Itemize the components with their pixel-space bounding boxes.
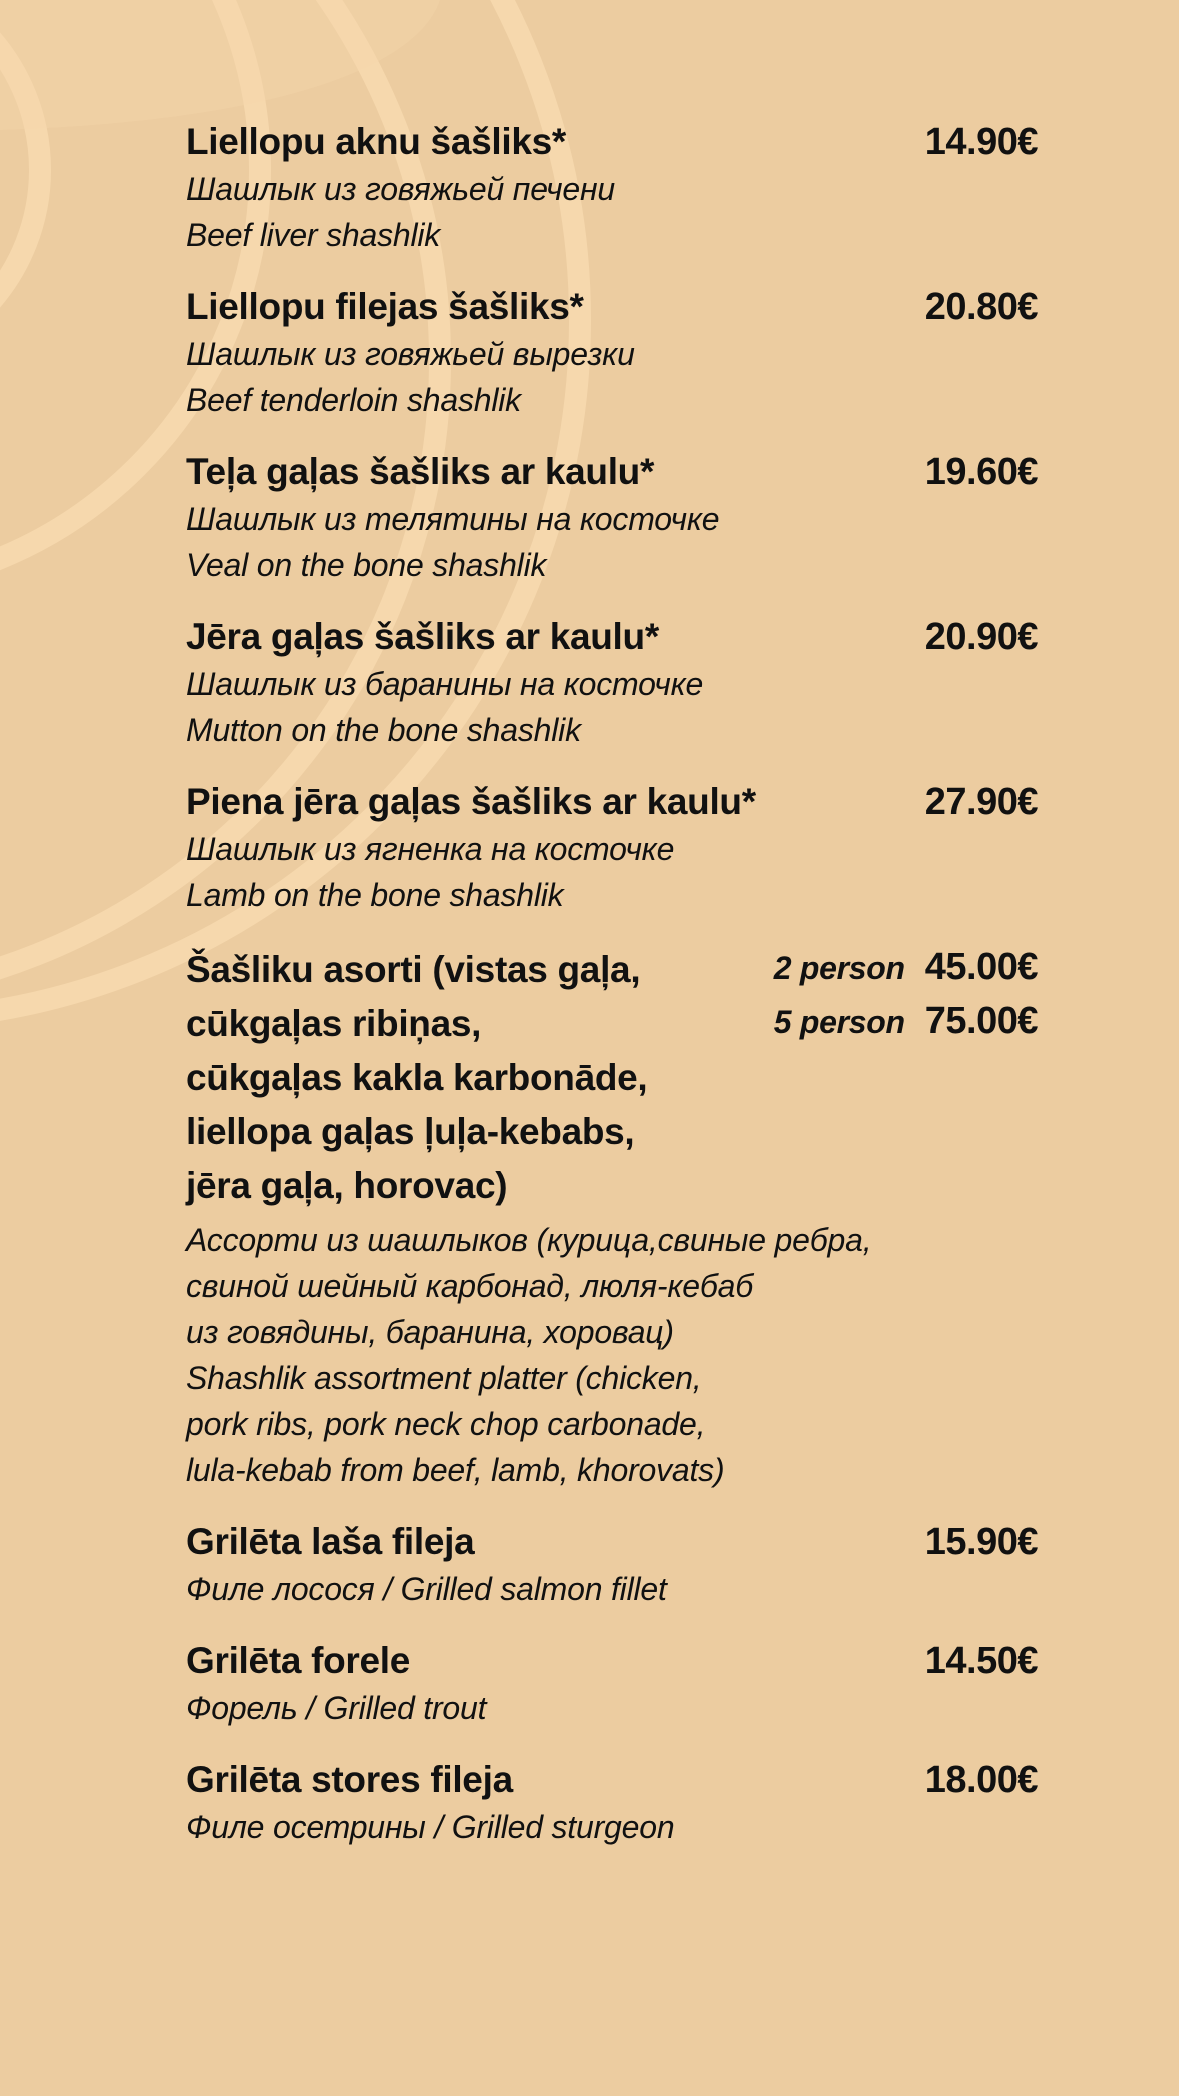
menu-list: [186, 118, 1038, 1875]
item-price: 75.00€: [924, 1000, 1038, 1042]
item-title: Liellopu filejas šašliks*: [186, 286, 584, 327]
assorti-desc-line: Ассорти из шашлыков (курица,свиные ребра,: [186, 1222, 872, 1258]
assorti-desc-line: из говядины, баранина, хоровац): [186, 1314, 674, 1350]
assorti-desc-line: pork ribs, pork neck chop carbonade,: [186, 1406, 706, 1442]
item-price: 27.90€: [924, 781, 1038, 823]
assorti-title-line: liellopa gaļas ļuļa-kebabs,: [186, 1111, 635, 1152]
assorti-title-line: Šašliku asorti (vistas gaļa,: [186, 949, 641, 990]
menu-item: [186, 283, 1038, 423]
assorti-title-line: cūkgaļas ribiņas,: [186, 1003, 482, 1044]
menu-item: [186, 778, 1038, 918]
assorti-price-row: [774, 943, 1038, 997]
menu-item: [186, 448, 1038, 588]
item-title: Liellopu aknu šašliks*: [186, 121, 566, 162]
item-desc-ru: Шашлык из баранины на косточке: [186, 666, 704, 702]
assorti-description: [186, 1217, 1038, 1493]
item-price: 45.00€: [924, 946, 1038, 988]
menu-item: [186, 1518, 1038, 1612]
item-title: Grilēta laša fileja: [186, 1521, 475, 1562]
portion-label: 2 person: [773, 950, 905, 986]
menu-item: [186, 118, 1038, 258]
item-desc-ru: Шашлык из ягненка на косточке: [186, 831, 675, 867]
item-desc-ru: Шашлык из говяжьей печени: [186, 171, 615, 207]
menu-item-assorti: [186, 943, 1038, 1493]
item-price: 14.90€: [924, 121, 1038, 163]
item-price: 15.90€: [924, 1521, 1038, 1563]
item-desc-ru: Шашлык из телятины на косточке: [186, 501, 720, 537]
assorti-title-line: cūkgaļas kakla karbonāde,: [186, 1057, 648, 1098]
item-desc: Филе осетрины / Grilled sturgeon: [186, 1809, 675, 1845]
item-desc: Форель / Grilled trout: [186, 1690, 487, 1726]
item-title: Grilēta stores fileja: [186, 1759, 513, 1800]
assorti-price-row: [774, 997, 1038, 1051]
assorti-prices: [774, 943, 1038, 1051]
item-desc-ru: Шашлык из говяжьей вырезки: [186, 336, 635, 372]
portion-label: 5 person: [773, 1004, 905, 1040]
menu-item: [186, 1637, 1038, 1731]
item-price: 18.00€: [924, 1759, 1038, 1801]
assorti-desc-line: lula-kebab from beef, lamb, khorovats): [186, 1452, 725, 1488]
item-desc-en: Beef liver shashlik: [186, 217, 441, 253]
item-title: Piena jēra gaļas šašliks ar kaulu*: [186, 781, 756, 822]
item-price: 19.60€: [924, 451, 1038, 493]
item-desc-en: Mutton on the bone shashlik: [186, 712, 581, 748]
item-title: Teļa gaļas šašliks ar kaulu*: [186, 451, 655, 492]
item-title: Grilēta forele: [186, 1640, 411, 1681]
assorti-desc-line: свиной шейный карбонад, люля-кебаб: [186, 1268, 754, 1304]
item-desc-en: Lamb on the bone shashlik: [186, 877, 564, 913]
assorti-desc-line: Shashlik assortment platter (chicken,: [186, 1360, 702, 1396]
item-title: Jēra gaļas šašliks ar kaulu*: [186, 616, 659, 657]
assorti-title: [186, 943, 726, 1213]
item-price: 20.90€: [924, 616, 1038, 658]
assorti-title-line: jēra gaļa, horovac): [186, 1165, 508, 1206]
menu-item: [186, 613, 1038, 753]
item-price: 20.80€: [924, 286, 1038, 328]
item-desc-en: Beef tenderloin shashlik: [186, 382, 521, 418]
item-price: 14.50€: [924, 1640, 1038, 1682]
item-desc: Филе лосося / Grilled salmon fillet: [186, 1571, 667, 1607]
item-desc-en: Veal on the bone shashlik: [186, 547, 547, 583]
menu-item: [186, 1756, 1038, 1850]
